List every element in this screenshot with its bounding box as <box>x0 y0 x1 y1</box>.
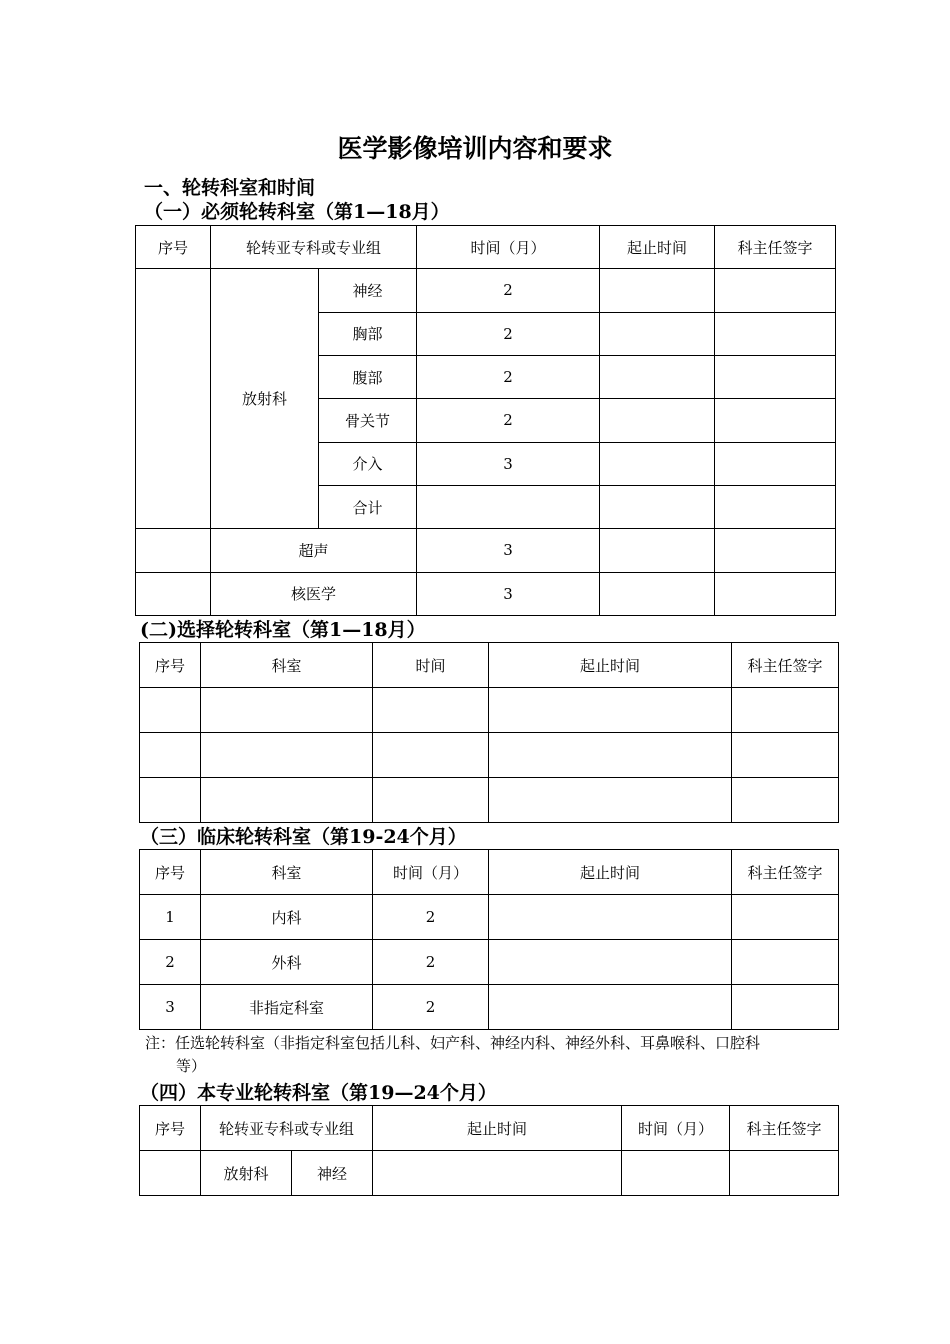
table-header-row <box>140 643 839 688</box>
table-cell <box>600 355 715 398</box>
header-cell: 轮转亚专科或专业组 <box>201 1106 373 1151</box>
table-row <box>140 940 839 985</box>
table-cell <box>136 572 211 615</box>
table-header-row <box>136 226 836 269</box>
table-cell <box>732 688 839 733</box>
table-cell: 神经 <box>319 269 417 312</box>
table-cell <box>715 399 836 442</box>
header-cell: 起止时间 <box>373 1106 622 1151</box>
table-cell <box>715 442 836 485</box>
table-row <box>140 688 839 733</box>
table-cell <box>732 895 839 940</box>
header-cell: 科室 <box>201 643 373 688</box>
table-cell: 3 <box>140 985 201 1030</box>
header-cell: 序号 <box>136 226 211 269</box>
table-clinical-rotation <box>139 849 839 1030</box>
table-cell: 介入 <box>319 442 417 485</box>
header-cell: 轮转亚专科或专业组 <box>211 226 417 269</box>
table-cell <box>373 778 489 823</box>
header-cell: 起止时间 <box>600 226 715 269</box>
table3-note: 注：任选轮转科室（非指定科室包括儿科、妇产科、神经内科、神经外科、耳鼻喉科、口腔科 <box>145 1034 761 1052</box>
group-cell: 放射科 <box>211 269 319 529</box>
table-cell <box>600 269 715 312</box>
table-cell: 神经 <box>292 1151 373 1196</box>
table-cell: 核医学 <box>211 572 417 615</box>
table-cell: 2 <box>417 399 600 442</box>
table-row <box>136 529 836 572</box>
header-cell: 科室 <box>201 850 373 895</box>
table-cell: 胸部 <box>319 312 417 355</box>
section-heading-rotation: 一、轮转科室和时间 <box>144 177 316 199</box>
table-cell <box>489 895 732 940</box>
table-cell: 3 <box>417 572 600 615</box>
table-cell <box>732 985 839 1030</box>
table-cell: 2 <box>373 940 489 985</box>
table-cell <box>489 940 732 985</box>
table1-heading: （一）必须轮转科室（第1—18月） <box>144 201 450 223</box>
table-cell <box>730 1151 839 1196</box>
group-cell: 放射科 <box>201 1151 292 1196</box>
table-cell <box>489 985 732 1030</box>
table-cell <box>201 778 373 823</box>
header-cell: 时间（月） <box>373 850 489 895</box>
table-cell: 合计 <box>319 485 417 528</box>
table-cell <box>732 778 839 823</box>
header-cell: 科主任签字 <box>715 226 836 269</box>
table-cell <box>600 485 715 528</box>
table-required-rotation <box>135 225 836 616</box>
table-cell: 腹部 <box>319 355 417 398</box>
table-cell <box>600 399 715 442</box>
table-cell <box>140 733 201 778</box>
header-cell: 时间（月） <box>622 1106 730 1151</box>
table-cell: 2 <box>140 940 201 985</box>
table-cell <box>622 1151 730 1196</box>
header-cell: 序号 <box>140 643 201 688</box>
table-cell: 2 <box>417 269 600 312</box>
table-cell <box>715 269 836 312</box>
table-row <box>140 1151 839 1196</box>
header-cell: 起止时间 <box>489 643 732 688</box>
table-row <box>140 985 839 1030</box>
table-cell <box>373 733 489 778</box>
table-elective-rotation <box>139 642 839 823</box>
table-cell <box>136 269 211 529</box>
table-cell: 外科 <box>201 940 373 985</box>
table-cell: 内科 <box>201 895 373 940</box>
table-cell <box>715 485 836 528</box>
table-cell: 骨关节 <box>319 399 417 442</box>
table-cell <box>732 733 839 778</box>
table-cell: 2 <box>373 895 489 940</box>
table-cell <box>715 529 836 572</box>
table-cell <box>373 1151 622 1196</box>
table-cell <box>201 688 373 733</box>
table-cell <box>201 733 373 778</box>
table-cell: 1 <box>140 895 201 940</box>
table-header-row <box>140 1106 839 1151</box>
table-cell <box>715 572 836 615</box>
table4-heading: （四）本专业轮转科室（第19—24个月） <box>140 1082 497 1104</box>
table-cell <box>489 733 732 778</box>
table-cell: 2 <box>417 312 600 355</box>
table-cell <box>600 442 715 485</box>
table-cell <box>489 688 732 733</box>
header-cell: 科主任签字 <box>730 1106 839 1151</box>
table-cell: 超声 <box>211 529 417 572</box>
table-cell <box>600 312 715 355</box>
table-cell <box>732 940 839 985</box>
table-row <box>140 778 839 823</box>
table3-note-continued: 等） <box>176 1057 207 1075</box>
header-cell: 起止时间 <box>489 850 732 895</box>
table-row <box>140 895 839 940</box>
header-cell: 科主任签字 <box>732 643 839 688</box>
table-cell <box>600 529 715 572</box>
table-cell <box>600 572 715 615</box>
table-cell <box>140 778 201 823</box>
header-cell: 时间（月） <box>417 226 600 269</box>
table-cell: 3 <box>417 529 600 572</box>
table-cell: 2 <box>373 985 489 1030</box>
table-cell <box>417 485 600 528</box>
table-cell: 3 <box>417 442 600 485</box>
header-cell: 序号 <box>140 850 201 895</box>
table-cell: 非指定科室 <box>201 985 373 1030</box>
table-cell: 2 <box>417 355 600 398</box>
header-cell: 序号 <box>140 1106 201 1151</box>
table-cell <box>489 778 732 823</box>
table3-heading: （三）临床轮转科室（第19-24个月） <box>140 826 467 848</box>
table-row <box>136 572 836 615</box>
page-title: 医学影像培训内容和要求 <box>337 134 613 163</box>
table-header-row <box>140 850 839 895</box>
table-row <box>136 269 836 312</box>
table2-heading: (二)选择轮转科室（第1—18月） <box>140 619 426 641</box>
header-cell: 时间 <box>373 643 489 688</box>
table-cell <box>715 355 836 398</box>
table-cell <box>715 312 836 355</box>
table-cell <box>140 688 201 733</box>
table-cell <box>373 688 489 733</box>
header-cell: 科主任签字 <box>732 850 839 895</box>
table-cell <box>136 529 211 572</box>
table-cell <box>140 1151 201 1196</box>
table-specialty-rotation <box>139 1105 839 1196</box>
table-row <box>140 733 839 778</box>
